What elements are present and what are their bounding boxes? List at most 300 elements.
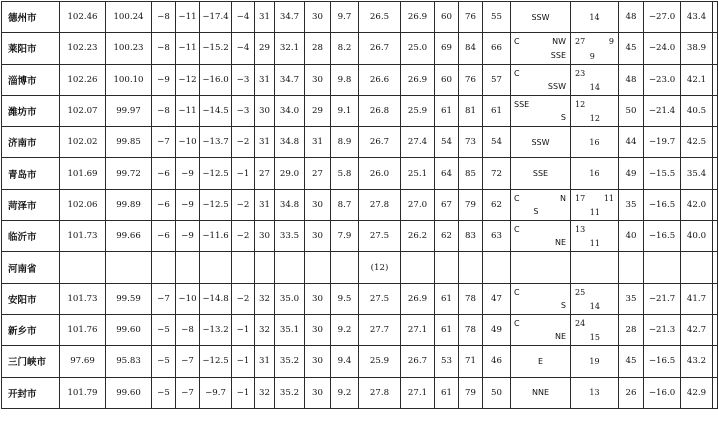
data-cell: 60 xyxy=(435,64,459,95)
data-cell: 30 xyxy=(255,221,275,252)
empty-cell xyxy=(483,252,511,283)
table-row xyxy=(2,2,718,33)
data-cell: 26.7 xyxy=(359,127,401,158)
data-cell: −16.0 xyxy=(200,64,232,95)
data-cell: 25.9 xyxy=(401,95,435,126)
empty-cell xyxy=(713,252,718,283)
data-cell: 54 xyxy=(435,127,459,158)
empty-cell xyxy=(459,252,483,283)
data-cell: −11 xyxy=(176,2,200,33)
empty-cell xyxy=(571,252,619,283)
data-cell: 102.02 xyxy=(60,127,106,158)
data-cell: 45 xyxy=(619,346,644,377)
data-cell: 47 xyxy=(483,283,511,314)
data-cell: 30 xyxy=(305,346,331,377)
data-cell: −11 xyxy=(176,33,200,64)
data-cell: 64 xyxy=(435,158,459,189)
table-row xyxy=(2,189,718,220)
data-cell: 8.7 xyxy=(331,189,359,220)
data-cell: 30 xyxy=(305,377,331,408)
wind-frequency: 16 xyxy=(589,169,600,179)
wind-calm: C xyxy=(514,225,520,235)
data-cell: 25.0 xyxy=(401,33,435,64)
wind-frequency-2: 9 xyxy=(608,37,614,47)
data-cell: −12.5 xyxy=(200,158,232,189)
data-cell: 30 xyxy=(305,64,331,95)
edge-cell xyxy=(713,346,718,377)
edge-cell xyxy=(713,158,718,189)
wind-direction: E xyxy=(537,356,544,366)
data-cell: 48 xyxy=(619,64,644,95)
city-name: 淄博市 xyxy=(2,64,60,95)
data-cell: 101.73 xyxy=(60,283,106,314)
wind-direction-1: SSE xyxy=(514,99,530,109)
data-cell: −7 xyxy=(176,377,200,408)
data-cell: −16.5 xyxy=(644,221,681,252)
data-cell: 102.07 xyxy=(60,95,106,126)
data-cell: 31 xyxy=(255,189,275,220)
table-row xyxy=(2,314,718,345)
data-cell: 73 xyxy=(459,127,483,158)
wind-frequency-3: 9 xyxy=(589,51,595,61)
table-row xyxy=(2,346,718,377)
table-row xyxy=(2,377,718,408)
data-cell: 43.4 xyxy=(681,2,713,33)
data-cell: 42.0 xyxy=(681,189,713,220)
data-cell: 25.1 xyxy=(401,158,435,189)
wind-frequency-2: 11 xyxy=(603,193,614,203)
data-cell: −15.2 xyxy=(200,33,232,64)
data-cell: 49 xyxy=(483,314,511,345)
data-cell: 32.1 xyxy=(275,33,305,64)
empty-cell xyxy=(619,252,644,283)
wind-direction: SSW xyxy=(531,137,550,147)
wind-direction-cell xyxy=(511,283,571,314)
data-cell: 46 xyxy=(483,346,511,377)
wind-direction-3: S xyxy=(533,207,539,217)
city-name: 菏泽市 xyxy=(2,189,60,220)
data-cell: 41.7 xyxy=(681,283,713,314)
city-name: 三门峡市 xyxy=(2,346,60,377)
data-cell: 97.69 xyxy=(60,346,106,377)
wind-frequency-cell xyxy=(571,189,619,220)
data-cell: −6 xyxy=(152,189,176,220)
data-cell: 45 xyxy=(619,33,644,64)
data-cell: −7 xyxy=(176,346,200,377)
wind-frequency-1: 25 xyxy=(575,287,586,297)
data-cell: −17.4 xyxy=(200,2,232,33)
data-cell: 31 xyxy=(255,64,275,95)
data-cell: 55 xyxy=(483,2,511,33)
data-cell: −1 xyxy=(232,346,255,377)
city-name: 济南市 xyxy=(2,127,60,158)
province-name: 河南省 xyxy=(2,252,60,283)
data-cell: 102.23 xyxy=(60,33,106,64)
edge-cell xyxy=(713,127,718,158)
wind-frequency-1: 13 xyxy=(575,225,586,235)
data-cell: 101.76 xyxy=(60,314,106,345)
wind-direction-3: SSE xyxy=(550,50,566,60)
data-cell: 27 xyxy=(305,158,331,189)
data-cell: −3 xyxy=(232,95,255,126)
empty-cell xyxy=(401,252,435,283)
data-cell: 26.0 xyxy=(359,158,401,189)
data-cell: 78 xyxy=(459,314,483,345)
data-cell: −8 xyxy=(176,314,200,345)
city-name: 安阳市 xyxy=(2,283,60,314)
data-cell: 61 xyxy=(435,283,459,314)
data-cell: 26.2 xyxy=(401,221,435,252)
city-name: 青岛市 xyxy=(2,158,60,189)
data-cell: 101.73 xyxy=(60,221,106,252)
table-row xyxy=(2,221,718,252)
data-cell: 8.2 xyxy=(331,33,359,64)
data-cell: 50 xyxy=(619,95,644,126)
empty-cell xyxy=(176,252,200,283)
wind-frequency-cell xyxy=(571,2,619,33)
data-cell: 40.5 xyxy=(681,95,713,126)
wind-calm: C xyxy=(514,287,520,297)
data-cell: 33.5 xyxy=(275,221,305,252)
data-cell: 27.1 xyxy=(401,377,435,408)
data-cell: 9.8 xyxy=(331,64,359,95)
wind-direction-cell xyxy=(511,127,571,158)
data-cell: 48 xyxy=(619,2,644,33)
wind-direction-cell xyxy=(511,189,571,220)
data-cell: 99.66 xyxy=(106,221,152,252)
data-cell: −16.0 xyxy=(644,377,681,408)
data-cell: 9.2 xyxy=(331,377,359,408)
wind-frequency-cell xyxy=(571,283,619,314)
data-cell: 35 xyxy=(619,189,644,220)
table-body xyxy=(2,2,718,409)
wind-direction-cell xyxy=(511,158,571,189)
wind-frequency-1: 27 xyxy=(575,37,586,47)
data-cell: −7 xyxy=(152,283,176,314)
data-cell: 26.9 xyxy=(401,64,435,95)
empty-cell xyxy=(511,252,571,283)
wind-direction: SSE xyxy=(532,169,549,179)
data-cell: 27.1 xyxy=(401,314,435,345)
data-cell: 9.2 xyxy=(331,314,359,345)
data-cell: 25.9 xyxy=(359,346,401,377)
empty-cell xyxy=(331,252,359,283)
empty-cell xyxy=(60,252,106,283)
data-cell: −6 xyxy=(152,221,176,252)
data-cell: 27.7 xyxy=(359,314,401,345)
data-cell: 61 xyxy=(483,95,511,126)
data-cell: 27.8 xyxy=(359,189,401,220)
wind-frequency-3: 14 xyxy=(589,301,600,311)
data-cell: 40 xyxy=(619,221,644,252)
wind-frequency-3: 11 xyxy=(589,239,600,249)
data-cell: 69 xyxy=(435,33,459,64)
data-cell: 9.1 xyxy=(331,95,359,126)
data-cell: 32 xyxy=(255,377,275,408)
data-cell: −9 xyxy=(176,221,200,252)
data-cell: 101.69 xyxy=(60,158,106,189)
empty-cell xyxy=(255,252,275,283)
data-cell: −9 xyxy=(152,64,176,95)
data-cell: −21.7 xyxy=(644,283,681,314)
empty-cell xyxy=(275,252,305,283)
data-cell: 34.7 xyxy=(275,64,305,95)
data-cell: 44 xyxy=(619,127,644,158)
data-cell: 99.59 xyxy=(106,283,152,314)
data-cell: 30 xyxy=(305,221,331,252)
wind-frequency-3: 11 xyxy=(589,208,600,218)
wind-frequency-1: 12 xyxy=(575,99,586,109)
wind-frequency-cell xyxy=(571,158,619,189)
data-cell: 34.8 xyxy=(275,189,305,220)
data-cell: 63 xyxy=(483,221,511,252)
data-cell: 26 xyxy=(619,377,644,408)
data-cell: −15.5 xyxy=(644,158,681,189)
wind-calm: C xyxy=(514,37,520,47)
edge-cell xyxy=(713,314,718,345)
data-cell: −9 xyxy=(176,158,200,189)
data-cell: −5 xyxy=(152,314,176,345)
data-cell: 30 xyxy=(305,189,331,220)
data-cell: 43.2 xyxy=(681,346,713,377)
data-cell: 29 xyxy=(305,95,331,126)
data-cell: 35 xyxy=(619,283,644,314)
edge-cell xyxy=(713,189,718,220)
data-cell: −19.7 xyxy=(644,127,681,158)
data-cell: −8 xyxy=(152,33,176,64)
data-cell: 27 xyxy=(255,158,275,189)
data-cell: −2 xyxy=(232,127,255,158)
data-cell: 102.06 xyxy=(60,189,106,220)
data-cell: 26.9 xyxy=(401,283,435,314)
wind-frequency-cell xyxy=(571,64,619,95)
data-cell: −4 xyxy=(232,2,255,33)
data-cell: −27.0 xyxy=(644,2,681,33)
data-cell: −21.4 xyxy=(644,95,681,126)
wind-frequency-1: 17 xyxy=(575,193,586,203)
data-cell: 62 xyxy=(435,221,459,252)
wind-frequency-1: 23 xyxy=(575,68,586,78)
empty-cell xyxy=(435,252,459,283)
data-cell: 61 xyxy=(435,314,459,345)
climate-table xyxy=(1,1,718,409)
data-cell: 76 xyxy=(459,64,483,95)
data-cell: 99.72 xyxy=(106,158,152,189)
wind-direction-3: SSW xyxy=(547,81,566,91)
city-name: 莱阳市 xyxy=(2,33,60,64)
city-name: 新乡市 xyxy=(2,314,60,345)
data-cell: 35.2 xyxy=(275,377,305,408)
data-cell: −8 xyxy=(152,2,176,33)
data-cell: 30 xyxy=(255,95,275,126)
wind-direction-3: S xyxy=(560,113,566,123)
edge-cell xyxy=(713,283,718,314)
data-cell: 53 xyxy=(435,346,459,377)
data-cell: 99.89 xyxy=(106,189,152,220)
data-cell: 35.1 xyxy=(275,314,305,345)
wind-frequency-cell xyxy=(571,127,619,158)
edge-cell xyxy=(713,221,718,252)
data-cell: 31 xyxy=(255,346,275,377)
data-cell: 42.5 xyxy=(681,127,713,158)
data-cell: 99.60 xyxy=(106,377,152,408)
data-cell: 26.9 xyxy=(401,2,435,33)
data-cell: 62 xyxy=(483,189,511,220)
data-cell: 83 xyxy=(459,221,483,252)
data-cell: −2 xyxy=(232,189,255,220)
data-cell: −5 xyxy=(152,377,176,408)
table-row xyxy=(2,158,718,189)
data-cell: 35.2 xyxy=(275,346,305,377)
wind-frequency-1: 24 xyxy=(575,318,586,328)
data-cell: 71 xyxy=(459,346,483,377)
province-row xyxy=(2,252,718,283)
data-cell: −11 xyxy=(176,95,200,126)
data-cell: 35.4 xyxy=(681,158,713,189)
empty-cell xyxy=(232,252,255,283)
data-cell: 30 xyxy=(305,314,331,345)
data-cell: −4 xyxy=(232,33,255,64)
wind-direction: NNE xyxy=(531,388,550,398)
data-cell: 38.9 xyxy=(681,33,713,64)
table-row xyxy=(2,283,718,314)
data-cell: 42.9 xyxy=(681,377,713,408)
data-cell: −10 xyxy=(176,127,200,158)
wind-direction-cell xyxy=(511,33,571,64)
data-cell: −9 xyxy=(176,189,200,220)
wind-frequency-3: 14 xyxy=(589,82,600,92)
data-cell: 32 xyxy=(255,283,275,314)
data-cell: 27.5 xyxy=(359,221,401,252)
edge-cell xyxy=(713,95,718,126)
table-row xyxy=(2,127,718,158)
wind-direction-3: S xyxy=(560,300,566,310)
data-cell: 85 xyxy=(459,158,483,189)
wind-calm: C xyxy=(514,68,520,78)
empty-cell xyxy=(106,252,152,283)
data-cell: 100.10 xyxy=(106,64,152,95)
data-cell: 9.5 xyxy=(331,283,359,314)
wind-direction-cell xyxy=(511,64,571,95)
data-cell: 49 xyxy=(619,158,644,189)
data-cell: 29 xyxy=(255,33,275,64)
data-cell: 26.5 xyxy=(359,2,401,33)
data-cell: 9.4 xyxy=(331,346,359,377)
data-cell: 26.6 xyxy=(359,64,401,95)
data-cell: 84 xyxy=(459,33,483,64)
data-cell: −7 xyxy=(152,127,176,158)
data-cell: 8.9 xyxy=(331,127,359,158)
table-row xyxy=(2,64,718,95)
data-cell: 99.60 xyxy=(106,314,152,345)
data-cell: 95.83 xyxy=(106,346,152,377)
data-cell: 26.8 xyxy=(359,95,401,126)
wind-frequency-cell xyxy=(571,221,619,252)
data-cell: 31 xyxy=(255,127,275,158)
data-cell: −2 xyxy=(232,221,255,252)
edge-cell xyxy=(713,377,718,408)
data-cell: −16.5 xyxy=(644,346,681,377)
wind-direction-cell xyxy=(511,2,571,33)
data-cell: 99.85 xyxy=(106,127,152,158)
data-cell: 28 xyxy=(619,314,644,345)
data-cell: 50 xyxy=(483,377,511,408)
wind-frequency-cell xyxy=(571,95,619,126)
data-cell: 40.0 xyxy=(681,221,713,252)
wind-frequency: 14 xyxy=(589,12,600,22)
data-cell: 35.0 xyxy=(275,283,305,314)
data-cell: 54 xyxy=(483,127,511,158)
data-cell: 61 xyxy=(435,95,459,126)
data-cell: 28 xyxy=(305,33,331,64)
data-cell: 31 xyxy=(305,127,331,158)
city-name: 德州市 xyxy=(2,2,60,33)
data-cell: −1 xyxy=(232,158,255,189)
data-cell: 34.0 xyxy=(275,95,305,126)
data-cell: 29.0 xyxy=(275,158,305,189)
data-cell: 26.7 xyxy=(401,346,435,377)
data-cell: 42.7 xyxy=(681,314,713,345)
data-cell: −14.5 xyxy=(200,95,232,126)
data-cell: 32 xyxy=(255,314,275,345)
data-cell: 7.9 xyxy=(331,221,359,252)
wind-direction-2: NW xyxy=(552,37,566,47)
data-cell: 30 xyxy=(305,2,331,33)
data-cell: −23.0 xyxy=(644,64,681,95)
data-cell: −2 xyxy=(232,283,255,314)
empty-cell xyxy=(152,252,176,283)
data-cell: −13.2 xyxy=(200,314,232,345)
data-cell: 76 xyxy=(459,2,483,33)
data-cell: 27.5 xyxy=(359,283,401,314)
data-cell: −1 xyxy=(232,314,255,345)
data-cell: 34.7 xyxy=(275,2,305,33)
wind-direction-3: NE xyxy=(554,238,566,248)
data-cell: 81 xyxy=(459,95,483,126)
wind-direction-cell xyxy=(511,314,571,345)
city-name: 临沂市 xyxy=(2,221,60,252)
data-cell: 79 xyxy=(459,377,483,408)
wind-direction-cell xyxy=(511,221,571,252)
data-cell: −1 xyxy=(232,377,255,408)
table-row xyxy=(2,95,718,126)
wind-frequency: 16 xyxy=(589,137,600,147)
data-cell: 27.4 xyxy=(401,127,435,158)
wind-frequency-cell xyxy=(571,33,619,64)
data-cell: 30 xyxy=(305,283,331,314)
data-cell: 9.7 xyxy=(331,2,359,33)
data-cell: −10 xyxy=(176,283,200,314)
data-cell: −8 xyxy=(152,95,176,126)
data-cell: 27.0 xyxy=(401,189,435,220)
data-cell: 5.8 xyxy=(331,158,359,189)
table-row xyxy=(2,33,718,64)
data-cell: 102.26 xyxy=(60,64,106,95)
data-cell: 66 xyxy=(483,33,511,64)
data-cell: −3 xyxy=(232,64,255,95)
data-cell: −12.5 xyxy=(200,189,232,220)
empty-cell xyxy=(644,252,681,283)
edge-cell xyxy=(713,64,718,95)
wind-direction-cell xyxy=(511,95,571,126)
wind-frequency-cell xyxy=(571,346,619,377)
data-cell: −5 xyxy=(152,346,176,377)
empty-cell xyxy=(305,252,331,283)
wind-frequency-cell xyxy=(571,377,619,408)
data-cell: −13.7 xyxy=(200,127,232,158)
empty-cell xyxy=(200,252,232,283)
wind-direction-cell xyxy=(511,346,571,377)
